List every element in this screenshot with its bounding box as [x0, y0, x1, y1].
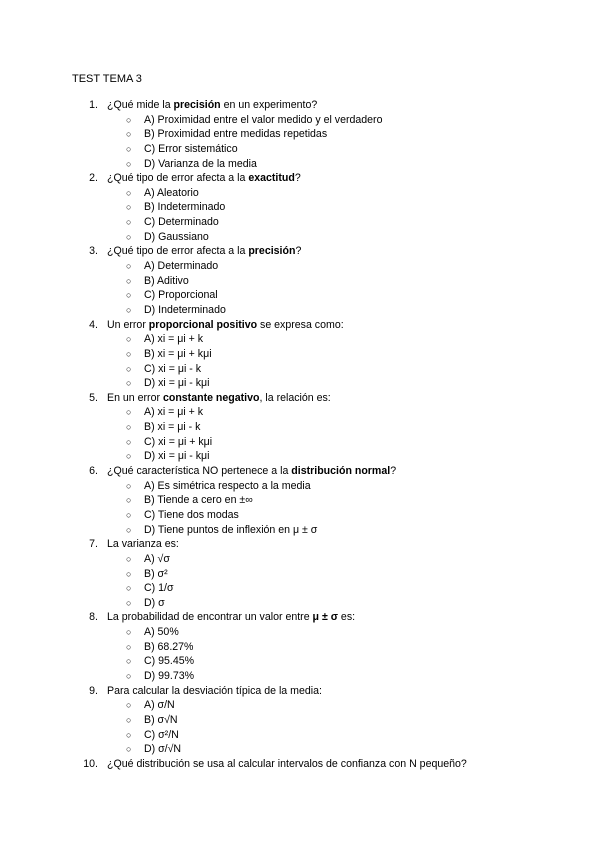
circle-bullet-icon: ○: [126, 641, 132, 652]
question-text-before: ¿Qué mide la: [107, 99, 174, 111]
circle-bullet-icon: ○: [126, 568, 132, 579]
question-item: [0, 318, 600, 333]
question-text: [107, 244, 301, 259]
answer-option-text: A) σ/N: [144, 699, 175, 712]
answer-option-text: B) Tiende a cero en ±∞: [144, 494, 253, 507]
question-text: [107, 318, 344, 333]
answer-option: [0, 669, 600, 684]
page-title: TEST TEMA 3: [72, 73, 142, 85]
question-text-after: en un experimento?: [220, 99, 318, 111]
question-text-bold: μ ± σ: [312, 611, 338, 624]
question-text-bold: proporcional positivo: [148, 318, 258, 331]
question-number: 3.: [89, 245, 98, 258]
question-text-before: Un error: [107, 318, 149, 331]
answer-option: [0, 742, 600, 757]
question-item: [0, 171, 600, 186]
circle-bullet-icon: ○: [126, 524, 132, 535]
circle-bullet-icon: ○: [126, 129, 132, 140]
answer-option-text: B) Proximidad entre medidas repetidas: [144, 128, 328, 141]
question-text-bold: distribución normal: [291, 465, 391, 478]
answer-option: [0, 654, 600, 669]
question-text-after: ?: [295, 245, 302, 258]
answer-option: [0, 596, 600, 611]
answer-option: [0, 157, 600, 172]
circle-bullet-icon: ○: [126, 700, 132, 711]
question-number: 5.: [89, 391, 98, 404]
answer-option: [0, 713, 600, 728]
question-text-after: se expresa como:: [257, 318, 344, 331]
answer-option-text: D) 99.73%: [144, 669, 195, 682]
question-number: 9.: [89, 684, 98, 697]
answer-option: [0, 259, 600, 274]
answer-option: [0, 698, 600, 713]
answer-option-text: C) xi = μi - k: [144, 362, 202, 375]
circle-bullet-icon: ○: [126, 217, 132, 228]
answer-option-text: C) Tiene dos modas: [144, 508, 239, 521]
answer-option-text: C) Error sistemático: [144, 142, 238, 155]
answer-option-text: A) xi = μi + k: [144, 333, 204, 346]
answer-option-text: D) xi = μi - kμi: [144, 450, 210, 463]
answer-option-text: C) xi = μi + kμi: [144, 435, 213, 448]
question-text-bold: exactitud: [248, 172, 295, 185]
answer-option: [0, 449, 600, 464]
answer-option-text: C) Proporcional: [144, 289, 218, 302]
circle-bullet-icon: ○: [126, 187, 132, 198]
answer-option-text: C) Determinado: [144, 216, 219, 229]
answer-option: [0, 728, 600, 743]
circle-bullet-icon: ○: [126, 143, 132, 154]
answer-option: [0, 581, 600, 596]
circle-bullet-icon: ○: [126, 670, 132, 681]
answer-option-text: A) Proximidad entre el valor medido y el verdadero: [144, 113, 383, 126]
question-list: [0, 98, 600, 771]
circle-bullet-icon: ○: [126, 729, 132, 740]
question-item: [0, 610, 600, 625]
answer-option-text: D) Varianza de la media: [144, 157, 257, 170]
circle-bullet-icon: ○: [126, 231, 132, 242]
circle-bullet-icon: ○: [126, 509, 132, 520]
answer-option-text: B) σ²: [144, 567, 168, 580]
question-text: [107, 464, 396, 479]
circle-bullet-icon: ○: [126, 363, 132, 374]
circle-bullet-icon: ○: [126, 451, 132, 462]
circle-bullet-icon: ○: [126, 114, 132, 125]
question-item: [0, 244, 600, 259]
question-text-bold: precisión: [173, 99, 221, 111]
question-item: [0, 684, 600, 699]
circle-bullet-icon: ○: [126, 656, 132, 667]
circle-bullet-icon: ○: [126, 553, 132, 564]
question-item: [0, 98, 600, 113]
circle-bullet-icon: ○: [126, 290, 132, 301]
answer-option-text: B) xi = μi + kμi: [144, 347, 212, 360]
question-text-after: , la relación es:: [259, 391, 331, 404]
question-number: 6.: [89, 465, 98, 478]
answer-option: [0, 200, 600, 215]
answer-option: [0, 405, 600, 420]
answer-option-text: D) Tiene puntos de inflexión en μ ± σ: [144, 523, 318, 536]
answer-option: [0, 493, 600, 508]
answer-option-text: A) Determinado: [144, 260, 219, 273]
answer-option: [0, 332, 600, 347]
question-number: 1.: [89, 99, 98, 111]
circle-bullet-icon: ○: [126, 158, 132, 169]
answer-option: [0, 347, 600, 362]
question-text: [107, 684, 322, 699]
question-text-bold: precisión: [248, 245, 296, 258]
circle-bullet-icon: ○: [126, 261, 132, 272]
answer-option-text: D) σ/√N: [144, 743, 182, 756]
answer-option: [0, 479, 600, 494]
question-text-bold: constante negativo: [162, 391, 260, 404]
answer-option: [0, 215, 600, 230]
answer-option-text: A) 50%: [144, 626, 179, 639]
question-number: 2.: [89, 172, 98, 185]
circle-bullet-icon: ○: [126, 583, 132, 594]
answer-option-text: B) σ√N: [144, 713, 178, 726]
answer-option-text: A) Aleatorio: [144, 186, 199, 199]
question-text-before: En un error: [107, 391, 163, 404]
circle-bullet-icon: ○: [126, 714, 132, 725]
question-text: [107, 171, 301, 186]
question-number: 4.: [89, 318, 98, 331]
question-text-before: ¿Qué tipo de error afecta a la: [107, 172, 249, 185]
question-text: [107, 537, 179, 552]
answer-option-text: A) Es simétrica respecto a la media: [144, 479, 311, 492]
question-text: [107, 757, 467, 772]
circle-bullet-icon: ○: [126, 378, 132, 389]
circle-bullet-icon: ○: [126, 495, 132, 506]
answer-option: [0, 508, 600, 523]
question-text: [107, 98, 317, 113]
question-number: 8.: [89, 611, 98, 624]
circle-bullet-icon: ○: [126, 627, 132, 638]
question-text-before: La varianza es:: [107, 538, 179, 551]
question-text-before: ¿Qué característica NO pertenece a la: [107, 465, 292, 478]
circle-bullet-icon: ○: [126, 202, 132, 213]
answer-option: [0, 362, 600, 377]
circle-bullet-icon: ○: [126, 597, 132, 608]
question-text-after: es:: [337, 611, 356, 624]
answer-option: [0, 230, 600, 245]
answer-option: [0, 435, 600, 450]
circle-bullet-icon: ○: [126, 407, 132, 418]
question-text: [107, 610, 355, 625]
answer-option: [0, 420, 600, 435]
answer-option: [0, 274, 600, 289]
answer-option: [0, 142, 600, 157]
question-text-after: ?: [294, 172, 301, 185]
answer-option: [0, 567, 600, 582]
circle-bullet-icon: ○: [126, 436, 132, 447]
circle-bullet-icon: ○: [126, 275, 132, 286]
answer-option-text: B) xi = μi - k: [144, 421, 201, 434]
question-item: [0, 537, 600, 552]
answer-option-text: A) √σ: [144, 552, 170, 565]
question-text-before: ¿Qué tipo de error afecta a la: [107, 245, 249, 258]
answer-option-text: B) Indeterminado: [144, 201, 226, 214]
answer-option-text: D) Indeterminado: [144, 303, 226, 316]
answer-option-text: C) σ²/N: [144, 728, 179, 741]
question-item: [0, 391, 600, 406]
answer-option-text: A) xi = μi + k: [144, 406, 204, 419]
answer-option: [0, 288, 600, 303]
circle-bullet-icon: ○: [126, 744, 132, 755]
question-text-after: ?: [390, 465, 397, 478]
circle-bullet-icon: ○: [126, 480, 132, 491]
question-number: 10.: [83, 757, 98, 770]
answer-option: [0, 640, 600, 655]
answer-option: [0, 127, 600, 142]
answer-option-text: D) σ: [144, 596, 165, 609]
question-item: [0, 757, 600, 772]
answer-option: [0, 376, 600, 391]
circle-bullet-icon: ○: [126, 304, 132, 315]
answer-option-text: D) Gaussiano: [144, 230, 209, 243]
circle-bullet-icon: ○: [126, 348, 132, 359]
question-text: [107, 391, 331, 406]
question-text-before: ¿Qué distribución se usa al calcular intervalos de confianza con N pequeño?: [107, 757, 467, 770]
answer-option: [0, 186, 600, 201]
question-text-before: Para calcular la desviación típica de la media:: [107, 684, 322, 697]
answer-option-text: C) 95.45%: [144, 655, 195, 668]
question-item: [0, 464, 600, 479]
circle-bullet-icon: ○: [126, 422, 132, 433]
answer-option-text: B) Aditivo: [144, 274, 189, 287]
answer-option: [0, 552, 600, 567]
answer-option: [0, 303, 600, 318]
answer-option-text: B) 68.27%: [144, 640, 194, 653]
answer-option: [0, 113, 600, 128]
answer-option: [0, 523, 600, 538]
circle-bullet-icon: ○: [126, 334, 132, 345]
question-text-before: La probabilidad de encontrar un valor entre: [107, 611, 313, 624]
answer-option: [0, 625, 600, 640]
answer-option-text: C) 1/σ: [144, 582, 174, 595]
answer-option-text: D) xi = μi - kμi: [144, 377, 210, 390]
question-number: 7.: [89, 538, 98, 551]
